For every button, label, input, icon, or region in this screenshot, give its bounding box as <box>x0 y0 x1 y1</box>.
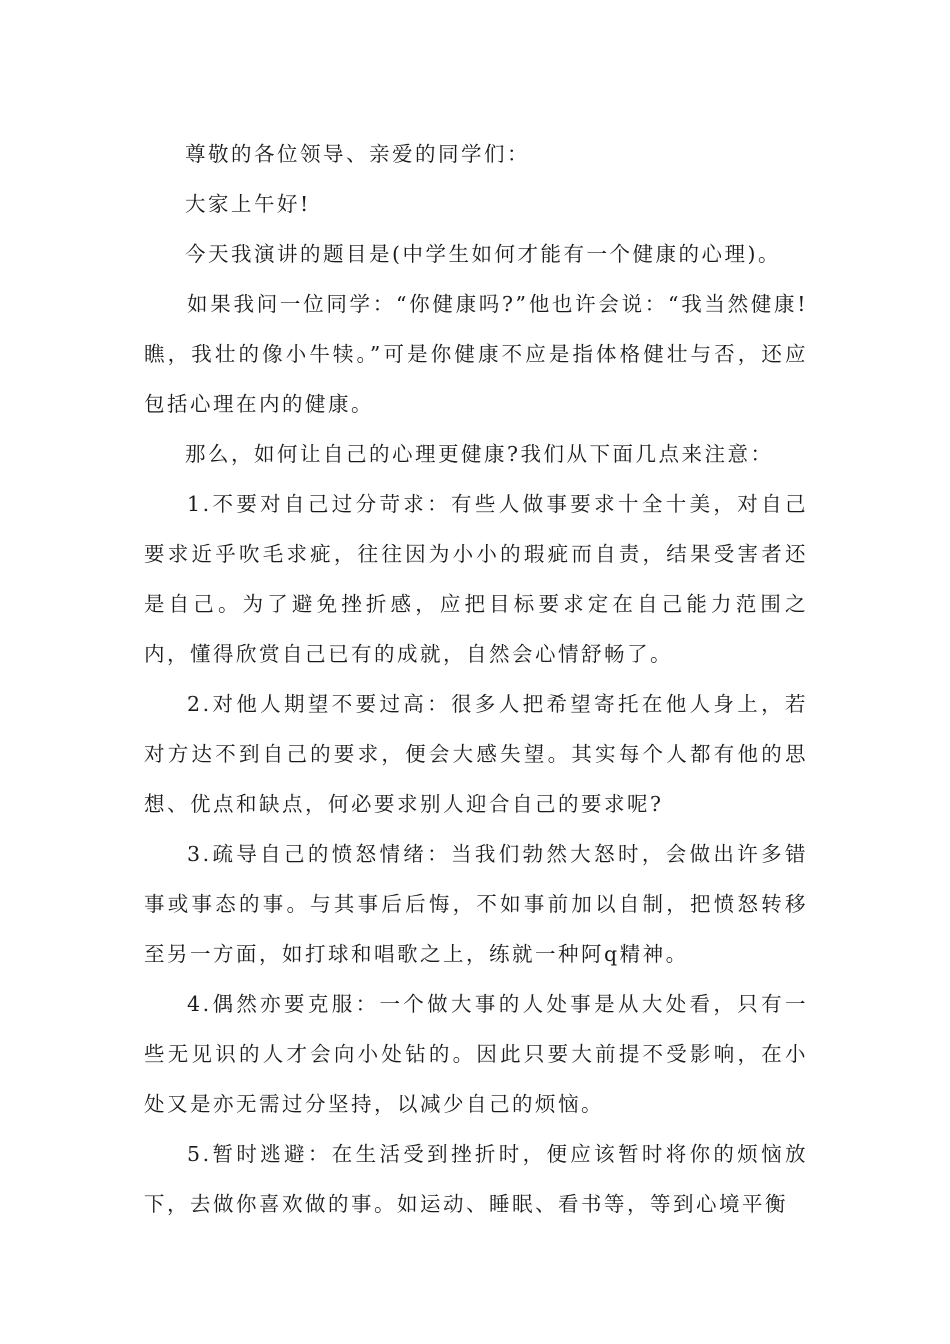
paragraph-question: 那么，如何让自己的心理更健康?我们从下面几点来注意： <box>185 442 774 466</box>
paragraph-point-5: 5.暂时逃避：在生活受到挫折时，便应该暂时将你的烦恼放下，去做你喜欢做的事。如运动、睡眠、看书等，等到心境平衡 <box>144 1142 808 1216</box>
paragraph-point-2: 2.对他人期望不要过高：很多人把希望寄托在他人身上，若对方达不到自己的要求，便会大感失望。其实每个人都有他的思想、优点和缺点，何必要求别人迎合自己的要求呢? <box>144 692 808 816</box>
paragraph-point-1: 1.不要对自己过分苛求：有些人做事要求十全十美，对自己要求近乎吹毛求疵，往往因为小小的瑕疵而自责，结果受害者还是自己。为了避免挫折感，应把目标要求定在自己能力范围之内，懂得欣赏自己已有的成就，自然会心情舒畅了。 <box>144 492 808 666</box>
speech-body <box>144 129 808 1229</box>
greeting: 大家上午好! <box>185 192 311 216</box>
salutation: 尊敬的各位领导、亲爱的同学们： <box>185 142 530 166</box>
paragraph-point-4: 4.偶然亦要克服：一个做大事的人处事是从大处看，只有一些无见识的人才会向小处钻的。因此只要大前提不受影响，在小处又是亦无需过分坚持，以减少自己的烦恼。 <box>144 992 808 1116</box>
paragraph-intro: 如果我问一位同学：“你健康吗?”他也许会说：“我当然健康!瞧，我壮的像小牛犊。”可是你健康不应是指体格健壮与否，还应包括心理在内的健康。 <box>144 292 808 416</box>
paragraph-point-3: 3.疏导自己的愤怒情绪：当我们勃然大怒时，会做出许多错事或事态的事。与其事后后悔，不如事前加以自制，把愤怒转移至另一方面，如打球和唱歌之上，练就一种阿q精神。 <box>144 842 808 966</box>
speech-topic: 今天我演讲的题目是(中学生如何才能有一个健康的心理)。 <box>185 242 781 266</box>
